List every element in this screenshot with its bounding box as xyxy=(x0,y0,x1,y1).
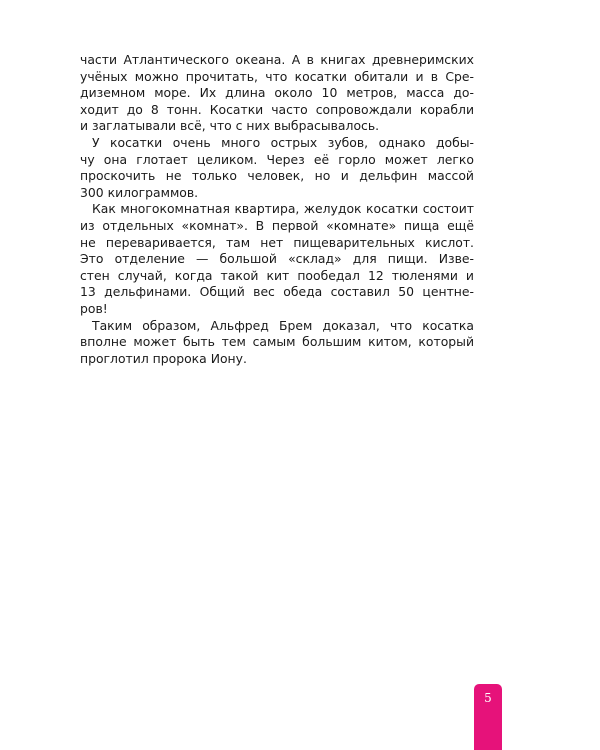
page-number-tab xyxy=(474,684,502,750)
text-line: проскочить не только человек, но и дельфин массой xyxy=(80,168,474,184)
body-text xyxy=(80,52,474,367)
text-line: Это отделение — большой «склад» для пищи. Изве- xyxy=(80,251,474,267)
text-line: Как многокомнатная квартира, желудок косатки состоит xyxy=(92,201,474,217)
text-line: части Атлантического океана. А в книгах древнеримских xyxy=(80,52,474,67)
text-line: Таким образом, Альфред Брем доказал, что косатка xyxy=(92,317,474,333)
text-line: стен случай, когда такой кит пообедал 12 тюленями и xyxy=(80,267,474,283)
text-line: вполне может быть тем самым большим китом, который xyxy=(80,334,474,350)
text-line: и заглатывали всё, что с них выбрасывалось. xyxy=(80,118,380,134)
text-line: проглотил пророка Иону. xyxy=(80,350,247,366)
text-line: У косатки очень много острых зубов, однако добы- xyxy=(92,134,474,150)
text-line: чу она глотает целиком. Через её горло может легко xyxy=(80,151,474,167)
text-line: ров! xyxy=(80,300,108,316)
paragraph-2 xyxy=(80,135,474,201)
text-line: ходит до 8 тонн. Косатки часто сопровождали корабли xyxy=(80,101,474,117)
text-line: 300 килограммов. xyxy=(80,184,199,200)
paragraph-4 xyxy=(80,318,474,368)
paragraph-3 xyxy=(80,201,474,317)
text-line: из отдельных «комнат». В первой «комнате» пища ещё xyxy=(80,217,474,233)
page-number: 5 xyxy=(484,691,492,705)
text-line: не переваривается, там нет пищеварительных кислот. xyxy=(80,234,474,250)
paragraph-1 xyxy=(80,52,474,135)
text-line: диземном море. Их длина около 10 метров, масса до- xyxy=(80,85,474,101)
text-line: учёных можно прочитать, что косатки обитали и в Сре- xyxy=(80,68,474,84)
text-line: 13 дельфинами. Общий вес обеда составил 50 центне- xyxy=(80,284,474,300)
